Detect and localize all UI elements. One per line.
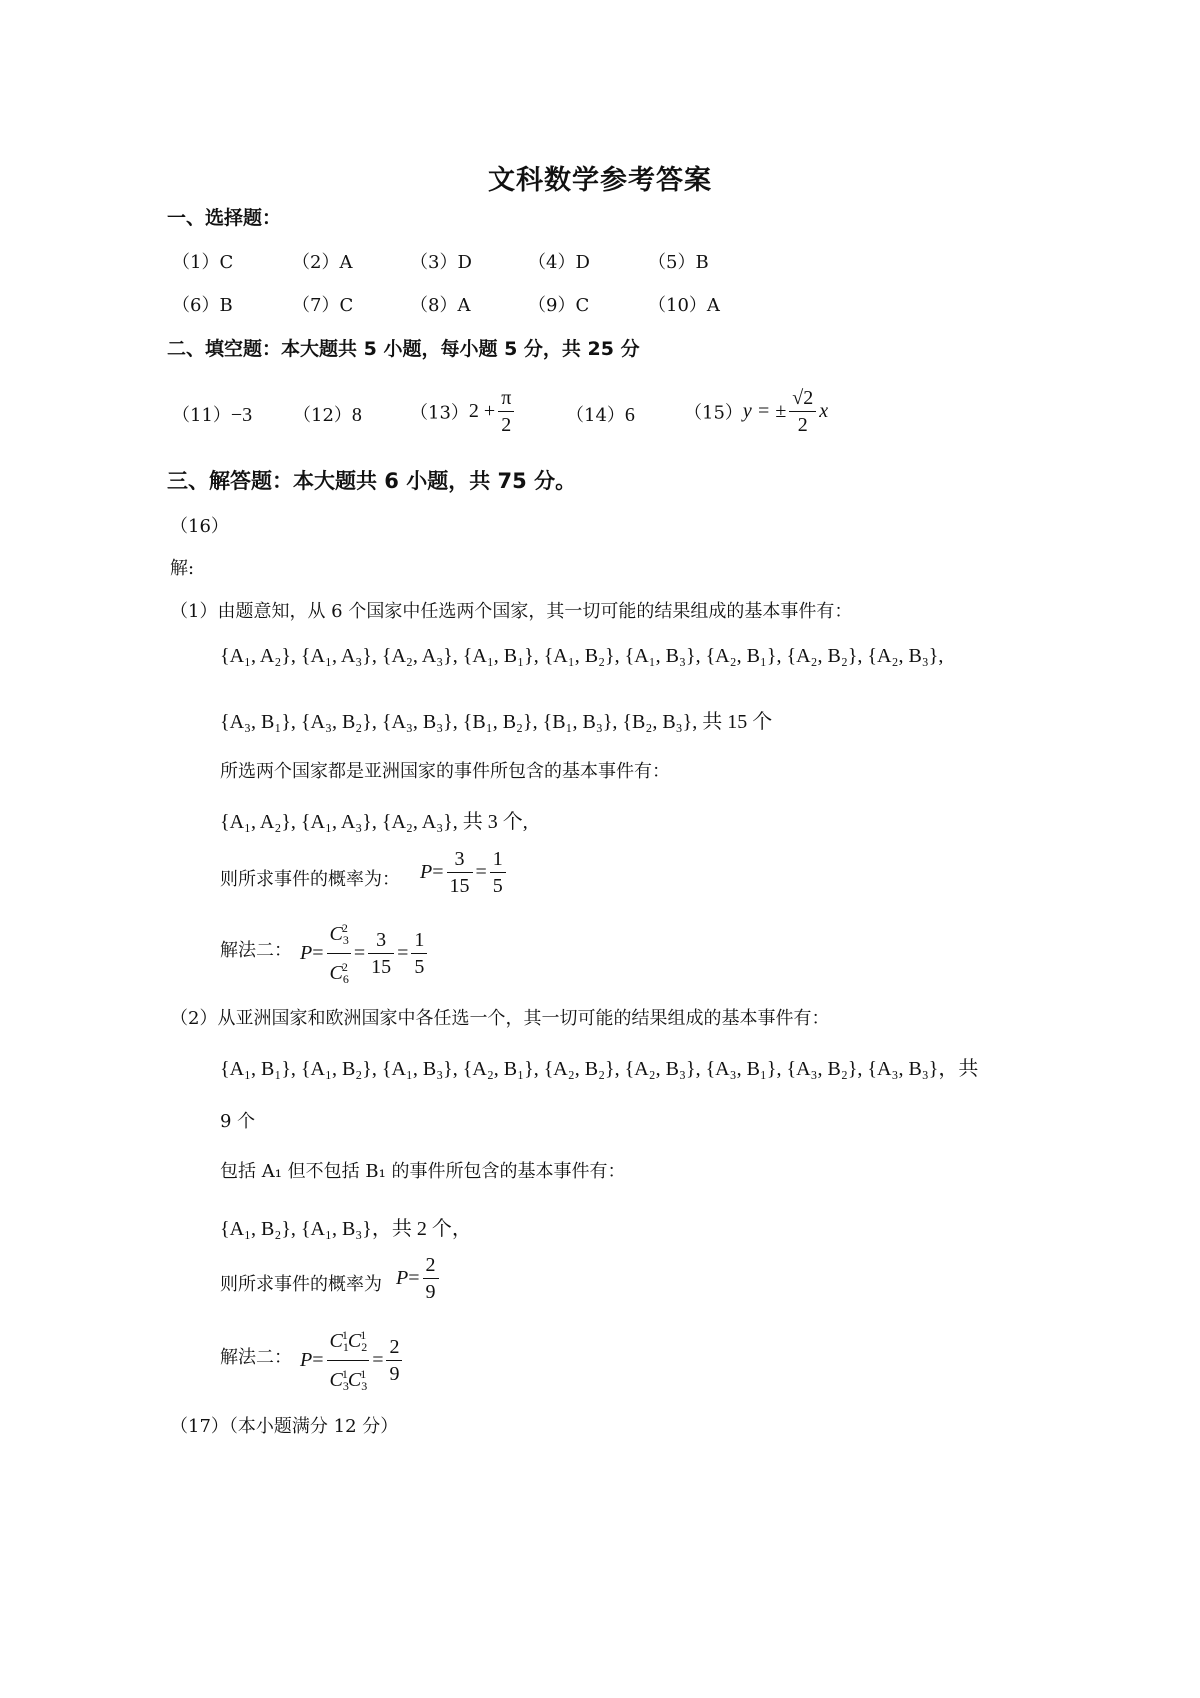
answer-5: （5）B (648, 252, 709, 273)
fill-11-answer: −3 (230, 404, 253, 426)
answer-9: （9）C (528, 295, 590, 316)
q16-part1-asia-sets: {A₁, A₂}, {A₁, A₃}, {A₂, A₃}, 共 3 个, (220, 811, 528, 833)
q16-part2-sets-line1: {A₁, B₁}, {A₁, B₂}, {A₁, B₃}, {A₂, B₁}, {A₂, B₂}, {A₂, B₃}, {A₃, B₁}, {A₃, B₂}, {A₃, B₃}，共 (220, 1058, 979, 1080)
fill-13-label: （13） (410, 402, 469, 424)
solve-label: 解: (170, 558, 195, 579)
fill-13-fraction (498, 385, 514, 438)
q16-part1-prob-label: 则所求事件的概率为： (220, 869, 400, 890)
q16-part1-method2-eq: P= $\frac{C_3^2}{C_6^2}$ = $\frac{3}{15}$ = $\frac{1}{5}$ (300, 915, 430, 992)
q16-part1-asia-text: 所选两个国家都是亚洲国家的事件所包含的基本事件有： (220, 761, 670, 782)
q16-part2-include-sets: {A₁, B₂}, {A₁, B₃}，共 2 个， (220, 1218, 472, 1240)
q16-part2-sets-line2: 9 个 (220, 1111, 256, 1132)
q16-part2-include-text: 包括 A₁ 但不包括 B₁ 的事件所包含的基本事件有： (220, 1161, 626, 1182)
fill-15-denominator: 2 (797, 414, 808, 436)
q16-part2-prob-label: 则所求事件的概率为 (220, 1274, 382, 1295)
fill-15-fraction (789, 385, 816, 438)
fill-13 (410, 385, 517, 438)
fill-15 (684, 385, 828, 438)
fill-13-prefix: 2 + (468, 400, 496, 422)
answer-8: （8）A (410, 295, 471, 316)
fill-15-numerator: √2 (789, 385, 816, 412)
fill-11-label: （11） (172, 405, 231, 426)
fill-12 (293, 401, 362, 427)
fill-11 (172, 401, 252, 427)
fill-14-label: （14） (566, 405, 625, 426)
fill-15-suffix: x (819, 400, 829, 422)
q16-part2-method2-eq: P= $\frac{C_1^1C_2^1}{C_3^1C_3^1}$ = $\frac{2}{9}$ (300, 1322, 405, 1399)
answer-6: （6）B (172, 295, 233, 316)
section2-heading: 二、填空题：本大题共 5 小题，每小题 5 分，共 25 分 (167, 338, 640, 360)
q16-part1-intro: （1）由题意知，从 6 个国家中任选两个国家，其一切可能的结果组成的基本事件有： (170, 601, 853, 622)
q16-part1-sets-line2: {A₃, B₁}, {A₃, B₂}, {A₃, B₃}, {B₁, B₂}, {B₁, B₃}, {B₂, B₃}, 共 15 个 (220, 711, 773, 733)
answer-4: （4）D (528, 252, 590, 273)
section3-heading: 三、解答题：本大题共 6 小题，共 75 分。 (167, 469, 577, 493)
fill-13-denominator: 2 (501, 414, 512, 436)
q16-part2-method2-label: 解法二： (220, 1347, 292, 1368)
q16-label: （16） (170, 516, 229, 537)
fill-12-answer: 8 (351, 404, 362, 426)
fill-14-answer: 6 (624, 404, 635, 426)
q16-part1-method2-label: 解法二： (220, 940, 292, 961)
fill-13-numerator: π (498, 385, 514, 412)
q16-part1-prob-eq: P= $\frac{3}{15}$ = $\frac{1}{5}$ (420, 846, 509, 899)
page-title: 文科数学参考答案 (488, 165, 712, 196)
answer-7: （7）C (292, 295, 354, 316)
q17-label: （17）（本小题满分 12 分） (170, 1416, 399, 1437)
fill-12-label: （12） (293, 405, 352, 426)
section1-heading: 一、选择题： (167, 207, 282, 229)
answer-2: （2）A (292, 252, 353, 273)
answer-1: （1）C (172, 252, 234, 273)
q16-part2-prob-eq: P= $\frac{2}{9}$ (396, 1252, 442, 1305)
answer-10: （10）A (648, 295, 720, 316)
q16-part2-intro: （2）从亚洲国家和欧洲国家中各任选一个，其一切可能的结果组成的基本事件有： (170, 1008, 830, 1029)
fill-15-label: （15） (684, 402, 743, 424)
answer-3: （3）D (410, 252, 472, 273)
q16-part1-sets-line1: {A₁, A₂}, {A₁, A₃}, {A₂, A₃}, {A₁, B₁}, {A₁, B₂}, {A₁, B₃}, {A₂, B₁}, {A₂, B₂}, {A₂, B₃}, (220, 645, 944, 667)
fill-15-prefix: y = ± (742, 400, 787, 422)
fill-14 (566, 401, 635, 427)
